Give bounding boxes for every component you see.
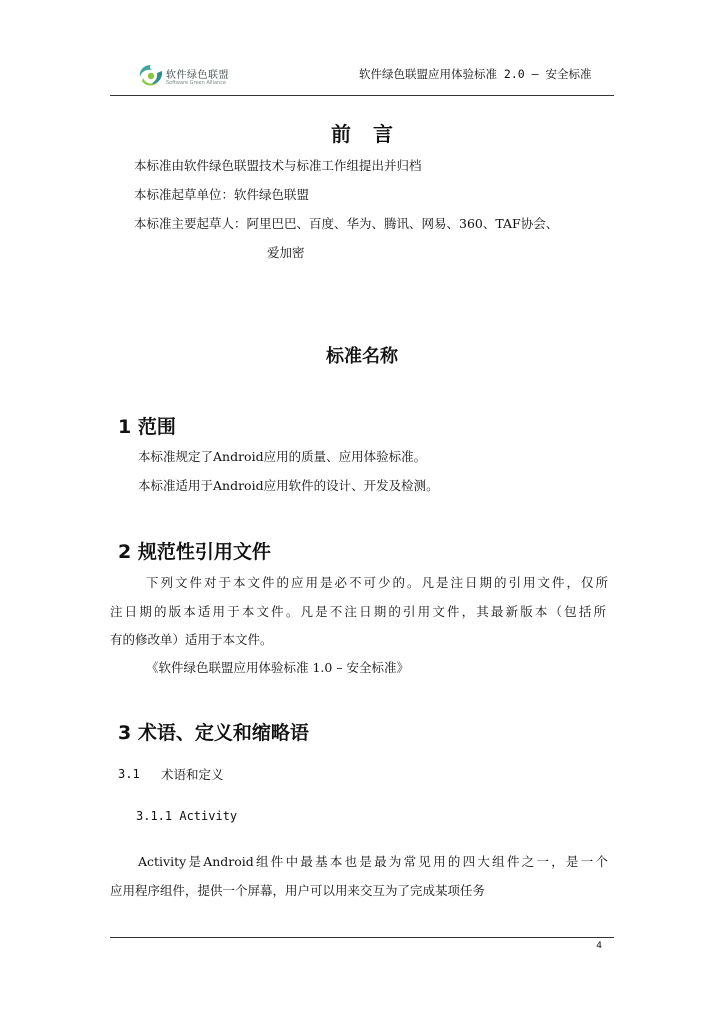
logo-subtitle: Software Green Alliance: [166, 80, 227, 86]
foreword-line-3: 本标准主要起草人：阿里巴巴、百度、华为、腾讯、网易、360、TAF协会、: [134, 216, 559, 231]
logo-name: 软件绿色联盟: [166, 70, 229, 81]
term-heading: 3.1.1 Activity: [136, 809, 238, 823]
term-definition-line-1: Activity是Android组件中最基本也是最为常见用的四大组件之一，是一个: [138, 854, 608, 869]
section-2-para-line-1: 下列文件对于本文件的应用是必不可少的。凡是注日期的引用文件，仅所: [146, 575, 608, 590]
section-2-para-line-3: 有的修改单）适用于本文件。: [110, 632, 273, 647]
standard-name-heading: 标准名称: [326, 346, 398, 367]
foreword-line-1: 本标准由软件绿色联盟技术与标准工作组提出并归档: [134, 158, 422, 173]
term-definition-line-2: 应用程序组件，提供一个屏幕，用户可以用来交互为了完成某项任务: [110, 883, 486, 898]
footer-rule: [110, 937, 614, 938]
section-3-heading: 3 术语、定义和缩略语: [118, 722, 309, 744]
section-1-para-2: 本标准适用于Android应用软件的设计、开发及检测。: [138, 478, 439, 493]
section-1-heading: 1 范围: [118, 416, 176, 438]
foreword-line-2: 本标准起草单位：软件绿色联盟: [134, 187, 310, 202]
header-rule: [110, 95, 614, 96]
subsection-title: 术语和定义: [161, 767, 224, 782]
section-1-para-1: 本标准规定了Android应用的质量、应用体验标准。: [138, 449, 427, 464]
page-number: 4: [596, 941, 602, 951]
foreword-line-4: 爱加密: [267, 245, 305, 260]
section-2-para-line-2: 注日期的版本适用于本文件。凡是不注日期的引用文件，其最新版本（包括所: [110, 604, 606, 619]
section-2-heading: 2 规范性引用文件: [118, 541, 271, 563]
alliance-logo-icon: [136, 62, 166, 88]
header-title: 软件绿色联盟应用体验标准 2.0 – 安全标准: [359, 67, 592, 81]
foreword-title: 前言: [331, 122, 415, 146]
section-2-reference: 《软件绿色联盟应用体验标准 1.0 – 安全标准》: [146, 660, 410, 675]
subsection-number: 3.1: [118, 767, 140, 781]
